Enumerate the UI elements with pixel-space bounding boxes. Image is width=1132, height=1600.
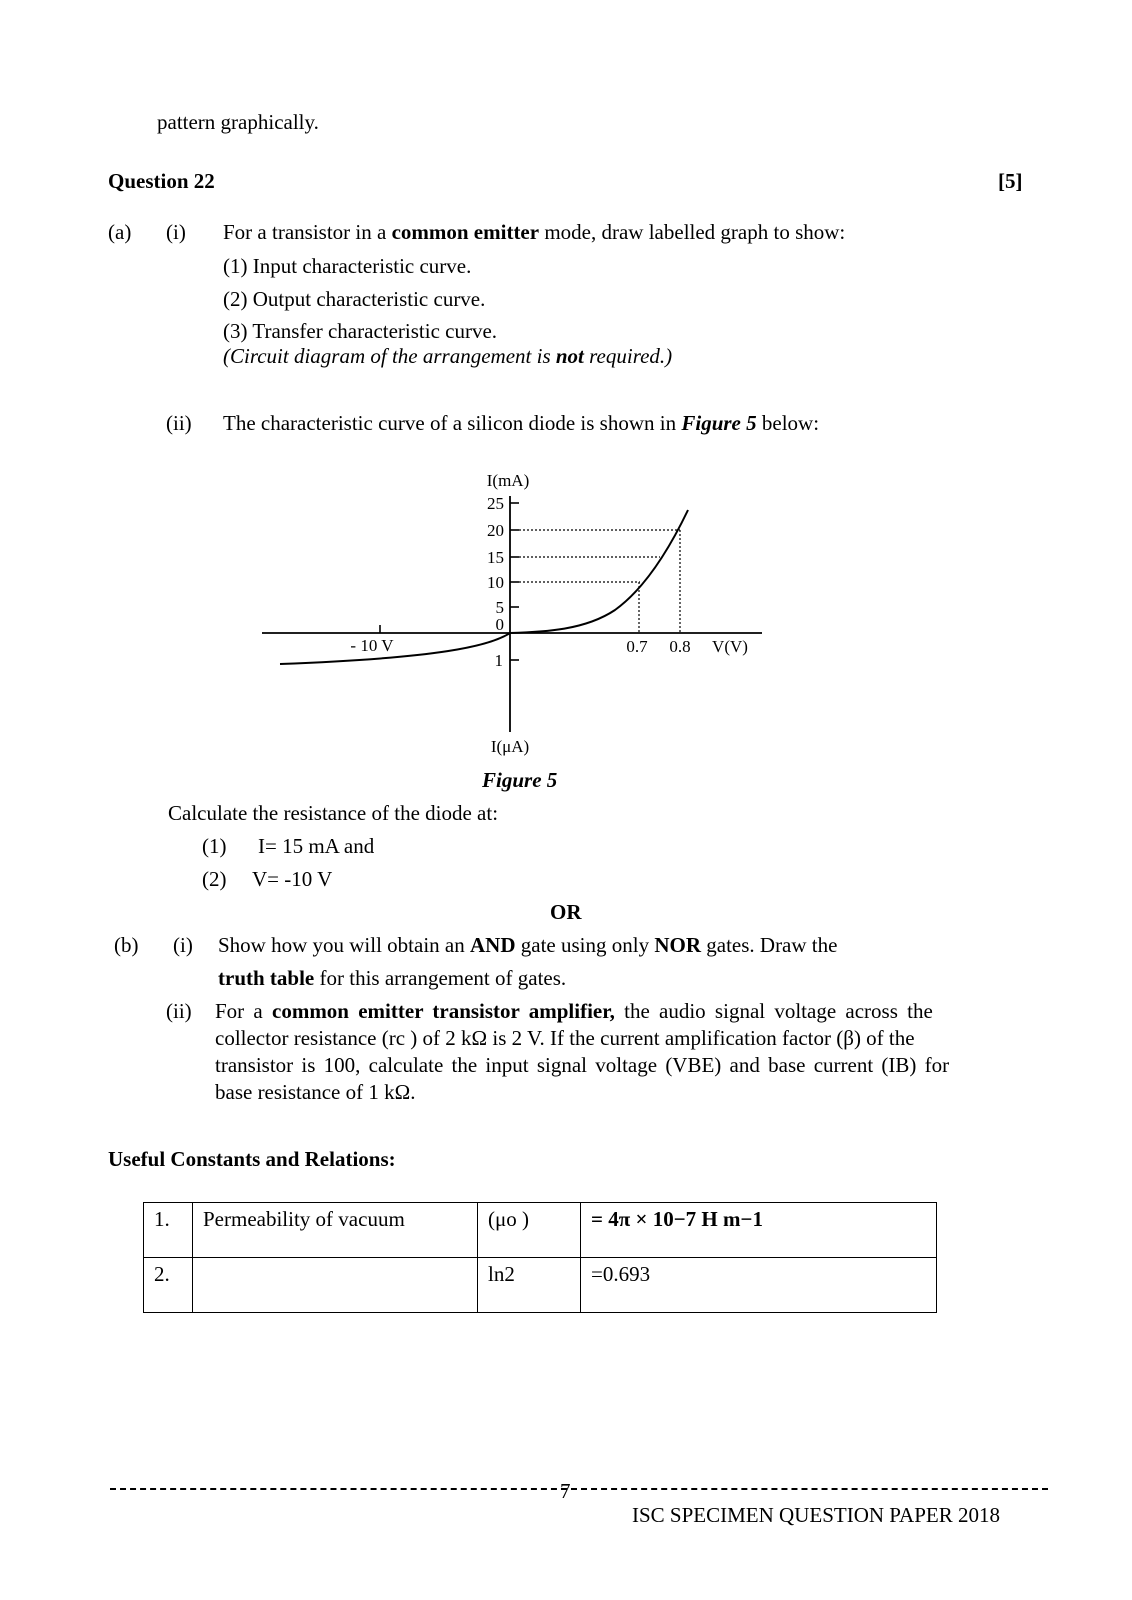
part-b-ii-line3: transistor is 100, calculate the input signal voltage (VBE) and base current (IB) for <box>215 1053 950 1077</box>
svg-text:5: 5 <box>495 598 504 617</box>
part-b-ii-line1: For a common emitter transistor amplifier, the audio signal voltage across the <box>215 999 933 1023</box>
y-axis-label-top: I(mA) <box>486 471 530 490</box>
part-b-ii-label: (ii) <box>166 999 192 1023</box>
reverse-bias-curve <box>280 633 510 664</box>
diode-characteristic-figure <box>0 460 1132 790</box>
y-tick-10 <box>487 573 519 592</box>
carry-over-line: pattern graphically. <box>157 110 319 134</box>
question-marks: [5] <box>998 169 1023 193</box>
table-row <box>144 1203 937 1258</box>
svg-text:25: 25 <box>487 494 504 513</box>
forward-bias-curve <box>510 510 688 633</box>
calc-item-1-text: I= 15 mA and <box>258 834 375 858</box>
x-axis-label: V(V) <box>712 637 748 656</box>
y-tick-15 <box>487 548 519 567</box>
constants-title: Useful Constants and Relations: <box>108 1147 396 1171</box>
calc-item-2-text: V= -10 V <box>252 867 333 891</box>
y-tick-25 <box>487 494 519 513</box>
x-tick-0-7: 0.7 <box>626 637 648 656</box>
part-a-i-note: (Circuit diagram of the arrangement is not required.) <box>223 344 673 368</box>
svg-text:- 10 V: - 10 V <box>350 636 394 655</box>
part-b-ii-line4: base resistance of 1 kΩ. <box>215 1080 416 1104</box>
part-b-i-line2: truth table for this arrangement of gates. <box>218 966 567 990</box>
constant-name: Permeability of vacuum <box>193 1203 478 1258</box>
svg-text:1: 1 <box>494 651 503 670</box>
calc-item-2-num: (2) <box>202 867 227 891</box>
part-a-i-item-2: (2) Output characteristic curve. <box>223 287 486 311</box>
figure-caption: Figure 5 <box>482 768 558 792</box>
y-tick-20 <box>487 521 519 540</box>
svg-text:20: 20 <box>487 521 504 540</box>
part-a-i-item-3: (3) Transfer characteristic curve. <box>223 319 498 343</box>
part-a-ii-text: The characteristic curve of a silicon diode is shown in Figure 5 below: <box>223 411 820 435</box>
paper-title: ISC SPECIMEN QUESTION PAPER 2018 <box>632 1503 1000 1527</box>
constant-symbol: ln2 <box>478 1258 581 1313</box>
part-a-i-text: For a transistor in a common emitter mode, draw labelled graph to show: <box>223 220 846 244</box>
svg-text:15: 15 <box>487 548 504 567</box>
y-tick-neg-1 <box>495 651 520 670</box>
table-row <box>144 1258 937 1313</box>
part-b-ii-line2: collector resistance (rc ) of 2 kΩ is 2 V. If the current amplification factor (β) of the <box>215 1026 915 1050</box>
footer-divider <box>110 1488 1048 1490</box>
part-b-label: (b) <box>114 933 139 957</box>
y-axis-label-bottom: I(μA) <box>490 737 530 756</box>
page-number: 7 <box>560 1479 571 1503</box>
constant-num: 2. <box>144 1258 193 1313</box>
constant-num: 1. <box>144 1203 193 1258</box>
part-b-i-label: (i) <box>173 933 193 957</box>
svg-text:10: 10 <box>487 573 504 592</box>
calc-item-1-num: (1) <box>202 834 227 858</box>
constant-name <box>193 1258 478 1313</box>
part-a-i-label: (i) <box>166 220 186 244</box>
constant-symbol: (μo ) <box>478 1203 581 1258</box>
part-a-ii-label: (ii) <box>166 411 192 435</box>
part-a-i-item-1: (1) Input characteristic curve. <box>223 254 472 278</box>
constants-table <box>143 1202 937 1313</box>
constant-value: =0.693 <box>581 1258 937 1313</box>
part-b-i-line1: Show how you will obtain an AND gate using only NOR gates. Draw the <box>218 933 838 957</box>
calc-instruction: Calculate the resistance of the diode at: <box>168 801 499 825</box>
or-divider: OR <box>550 900 582 924</box>
y-tick-0: 0 <box>495 615 504 634</box>
question-title: Question 22 <box>108 169 215 193</box>
part-a-label: (a) <box>108 220 132 244</box>
x-tick-neg-10 <box>350 625 394 655</box>
x-tick-0-8: 0.8 <box>669 637 691 656</box>
constant-value: = 4π × 10−7 H m−1 <box>581 1203 937 1258</box>
